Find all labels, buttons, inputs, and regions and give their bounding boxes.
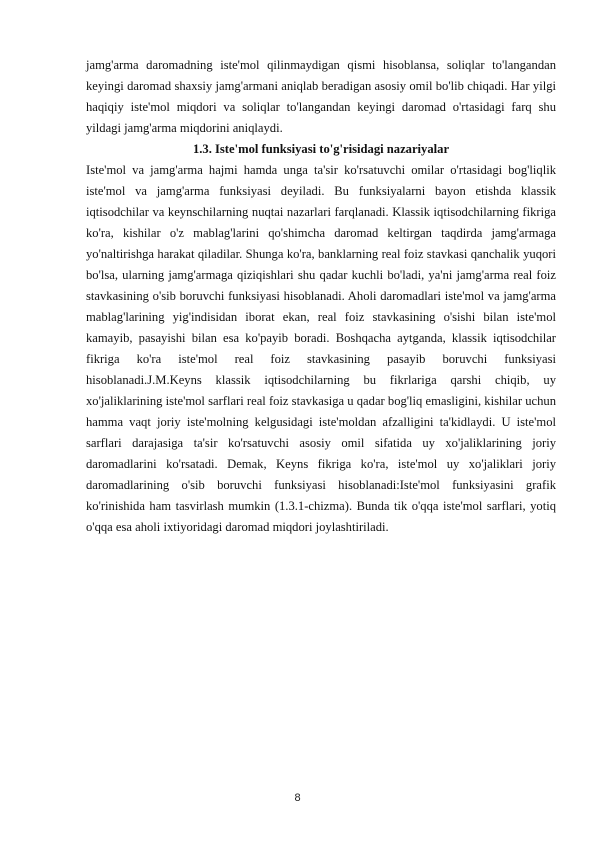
page-body	[86, 55, 556, 538]
body-paragraph-2: Iste'mol va jamg'arma hajmi hamda unga ta'sir ko'rsatuvchi omilar o'rtasidagi bog'liqlik iste'mol va jamg'arma funksiyasi deyiladi. Bu funksiyalarni bayon etishda klassik iqtisodchilar va keynschilarning nuqtai nazarlari farqlanadi. Klassik iqtisodchilarning fikriga ko'ra, kishilar o'z mablag'larini qo'shimcha daromad keltirgan taqdirda jamg'armaga yo'naltirishga harakat qiladilar. Shunga ko'ra, banklarning real foiz stavkasi qanchalik yuqori bo'lsa, ularning jamg'armaga qiziqishlari shu qadar kuchli bo'ladi, ya'ni jamg'arma real foiz stavkasining o'sib boruvchi funksiyasi hisoblanadi. Aholi daromadlari iste'mol va jamg'arma mablag'larining yig'indisidan iborat ekan, real foiz stavkasining o'sishi bilan iste'mol kamayib, pasayishi bilan esa ko'payib boradi. Boshqacha aytganda, klassik iqtisodchilar fikriga ko'ra iste'mol real foiz stavkasining pasayib boruvchi funksiyasi hisoblanadi.J.M.Keyns klassik iqtisodchilarning bu fikrlariga qarshi chiqib, uy xo'jaliklarining iste'mol sarflari real foiz stavkasiga u qadar bog'liq emasligini, kishilar uchun hamma vaqt joriy iste'molning kelgusidagi iste'moldan afzalligini ta'kidlaydi. U iste'mol sarflari darajasiga ta'sir ko'rsatuvchi asosiy omil sifatida uy xo'jaliklarining joriy daromadlarini ko'rsatadi. Demak, Keyns fikriga ko'ra, iste'mol uy xo'jaliklari joriy daromadlarining o'sib boruvchi funksiyasi hisoblanadi:Iste'mol funksiyasini grafik ko'rinishida ham tasvirlash mumkin (1.3.1-chizma). Bunda tik o'qqa iste'mol sarflari, yotiq o'qqa esa aholi ixtiyoridagi daromad miqdori joylashtiriladi.	[86, 163, 556, 534]
section-heading: 1.3. Iste'mol funksiyasi to'g'risidagi nazariyalar	[192, 142, 450, 156]
page-number: 8	[294, 792, 301, 804]
body-paragraph-1: jamg'arma daromadning iste'mol qilinmaydigan qismi hisoblansa, soliqlar to'langandan keyingi daromad shaxsiy jamg'armani aniqlab beradigan asosiy omil bo'lib chiqadi. Har yilgi haqiqiy iste'mol miqdori va soliqlar to'langandan keyingi daromad o'rtasidagi farq shu yildagi jamg'arma miqdorini aniqlaydi.	[86, 58, 556, 135]
